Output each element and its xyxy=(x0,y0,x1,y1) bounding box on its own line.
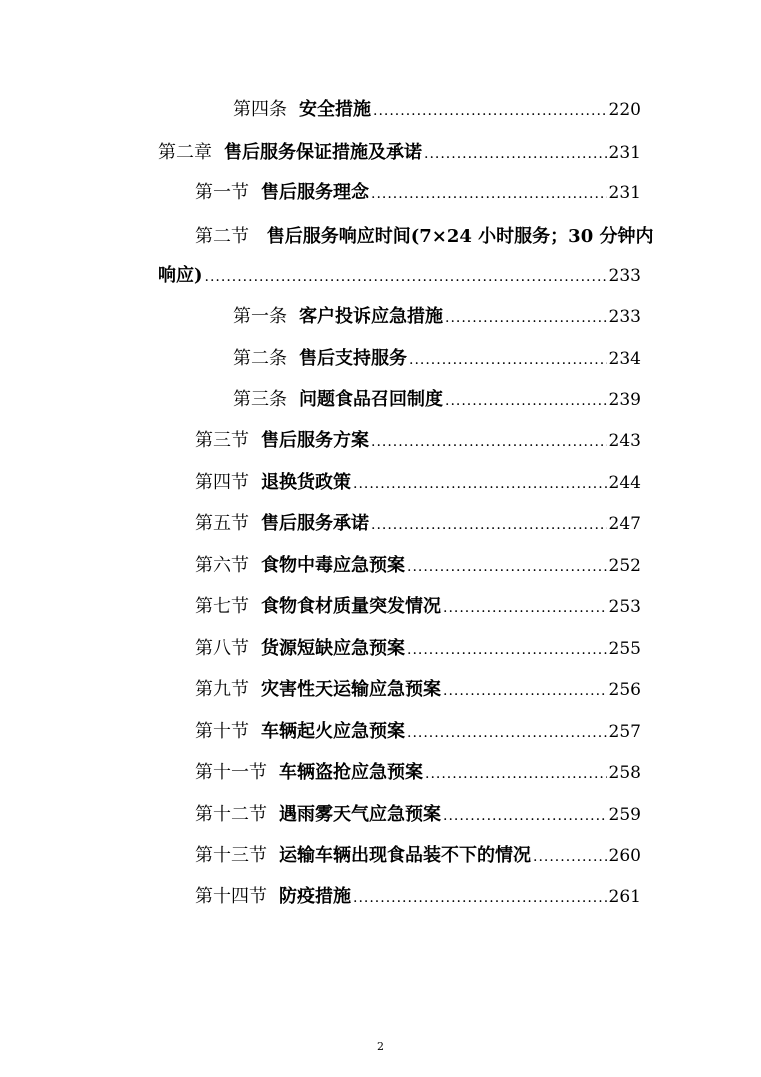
toc-entry-page: 233 xyxy=(608,307,641,327)
toc-entry-number: 第十一节 xyxy=(195,762,267,783)
toc-entry-section-1[interactable] xyxy=(195,178,641,208)
toc-entry-number: 第八节 xyxy=(195,638,249,659)
toc-entry-title: 售后服务方案 xyxy=(261,430,369,451)
dot-leader xyxy=(371,510,607,540)
toc-entry-title: 食物中毒应急预案 xyxy=(261,555,405,576)
toc-entry-section-14[interactable] xyxy=(195,882,641,912)
toc-entry-section-2-continuation[interactable] xyxy=(158,261,641,291)
toc-entry-page: 261 xyxy=(608,887,641,907)
toc-entry-page: 244 xyxy=(608,473,641,493)
toc-entry-section-13[interactable] xyxy=(195,841,641,871)
dot-leader xyxy=(443,801,607,831)
toc-entry-page: 243 xyxy=(608,431,641,451)
dot-leader xyxy=(353,469,607,499)
toc-entry-section-3[interactable] xyxy=(195,426,641,456)
toc-entry-section-2-first-line[interactable] xyxy=(195,222,654,252)
toc-entry-title: 运输车辆出现食品装不下的情况 xyxy=(279,845,531,866)
toc-entry-page: 239 xyxy=(608,390,641,410)
toc-entry-number: 第四节 xyxy=(195,472,249,493)
toc-entry-section-12[interactable] xyxy=(195,800,641,830)
dot-leader xyxy=(425,759,607,789)
toc-entry-number: 第四条 xyxy=(233,99,287,120)
toc-entry-chapter-2[interactable] xyxy=(158,138,641,168)
toc-entry-page: 260 xyxy=(608,846,641,866)
toc-entry-page: 252 xyxy=(608,556,641,576)
toc-entry-page: 253 xyxy=(608,597,641,617)
toc-entry-page: 231 xyxy=(608,183,641,203)
dot-leader xyxy=(205,262,607,292)
toc-entry-section-4[interactable] xyxy=(195,468,641,498)
dot-leader xyxy=(409,345,607,375)
dot-leader xyxy=(407,635,607,665)
toc-entry-section-6[interactable] xyxy=(195,551,641,581)
dot-leader xyxy=(371,179,607,209)
toc-entry-number: 第三条 xyxy=(233,389,287,410)
toc-entry-section-9[interactable] xyxy=(195,675,641,705)
toc-entry-title: 售后服务理念 xyxy=(261,182,369,203)
toc-entry-section-8[interactable] xyxy=(195,634,641,664)
page-number: 2 xyxy=(377,1040,384,1053)
toc-entry-number: 第九节 xyxy=(195,679,249,700)
toc-entry-page: 247 xyxy=(608,514,641,534)
toc-entry-section-10[interactable] xyxy=(195,717,641,747)
toc-entry-page: 259 xyxy=(608,805,641,825)
toc-entry-number: 第二节 xyxy=(195,226,249,247)
toc-entry-number: 第二章 xyxy=(158,142,212,163)
dot-leader xyxy=(407,552,607,582)
toc-entry-number: 第十节 xyxy=(195,721,249,742)
dot-leader xyxy=(373,96,607,126)
toc-entry-title: 售后服务保证措施及承诺 xyxy=(224,142,422,163)
dot-leader xyxy=(445,303,607,333)
dot-leader xyxy=(445,386,607,416)
toc-entry-page: 257 xyxy=(608,722,641,742)
toc-entry-title: 车辆起火应急预案 xyxy=(261,721,405,742)
toc-entry-section-7[interactable] xyxy=(195,592,641,622)
toc-entry-article-1[interactable] xyxy=(233,302,641,332)
dot-leader xyxy=(353,883,607,913)
toc-entry-title: 遇雨雾天气应急预案 xyxy=(279,804,441,825)
dot-leader xyxy=(533,842,607,872)
toc-entry-title: 食物食材质量突发情况 xyxy=(261,596,441,617)
toc-entry-page: 255 xyxy=(608,639,641,659)
toc-entry-article-2[interactable] xyxy=(233,344,641,374)
dot-leader xyxy=(443,676,607,706)
toc-entry-page: 258 xyxy=(608,763,641,783)
toc-entry-page: 220 xyxy=(608,100,641,120)
toc-entry-title: 安全措施 xyxy=(299,99,371,120)
toc-entry-title: 防疫措施 xyxy=(279,886,351,907)
toc-entry-title-continuation: 响应) xyxy=(158,265,203,286)
toc-entry-title: 售后服务承诺 xyxy=(261,513,369,534)
toc-entry-number: 第六节 xyxy=(195,555,249,576)
toc-entry-number: 第二条 xyxy=(233,348,287,369)
toc-entry-title: 货源短缺应急预案 xyxy=(261,638,405,659)
toc-entry-section-11[interactable] xyxy=(195,758,641,788)
dot-leader xyxy=(371,427,607,457)
toc-entry-number: 第一节 xyxy=(195,182,249,203)
toc-entry-title: 退换货政策 xyxy=(261,472,351,493)
toc-entry-page: 231 xyxy=(608,143,641,163)
toc-entry-number: 第七节 xyxy=(195,596,249,617)
toc-entry-title: 车辆盗抢应急预案 xyxy=(279,762,423,783)
dot-leader xyxy=(407,718,607,748)
dot-leader xyxy=(443,593,607,623)
toc-entry-page: 256 xyxy=(608,680,641,700)
toc-entry-number: 第三节 xyxy=(195,430,249,451)
toc-entry-title: 售后服务响应时间(7×24 小时服务；30 分钟内 xyxy=(266,226,654,247)
toc-entry-number: 第十三节 xyxy=(195,845,267,866)
toc-entry-article-3[interactable] xyxy=(233,385,641,415)
toc-entry-page: 233 xyxy=(608,266,641,286)
toc-entry-page: 234 xyxy=(608,349,641,369)
toc-entry-number: 第五节 xyxy=(195,513,249,534)
toc-entry-section-5[interactable] xyxy=(195,509,641,539)
toc-entry-title: 客户投诉应急措施 xyxy=(299,306,443,327)
dot-leader xyxy=(424,139,607,169)
toc-entry-number: 第十四节 xyxy=(195,886,267,907)
toc-entry-number: 第一条 xyxy=(233,306,287,327)
toc-entry-title: 售后支持服务 xyxy=(299,348,407,369)
toc-entry-title: 灾害性天运输应急预案 xyxy=(261,679,441,700)
toc-entry-title: 问题食品召回制度 xyxy=(299,389,443,410)
toc-entry-number: 第十二节 xyxy=(195,804,267,825)
toc-entry-article-4-safety[interactable] xyxy=(233,95,641,125)
